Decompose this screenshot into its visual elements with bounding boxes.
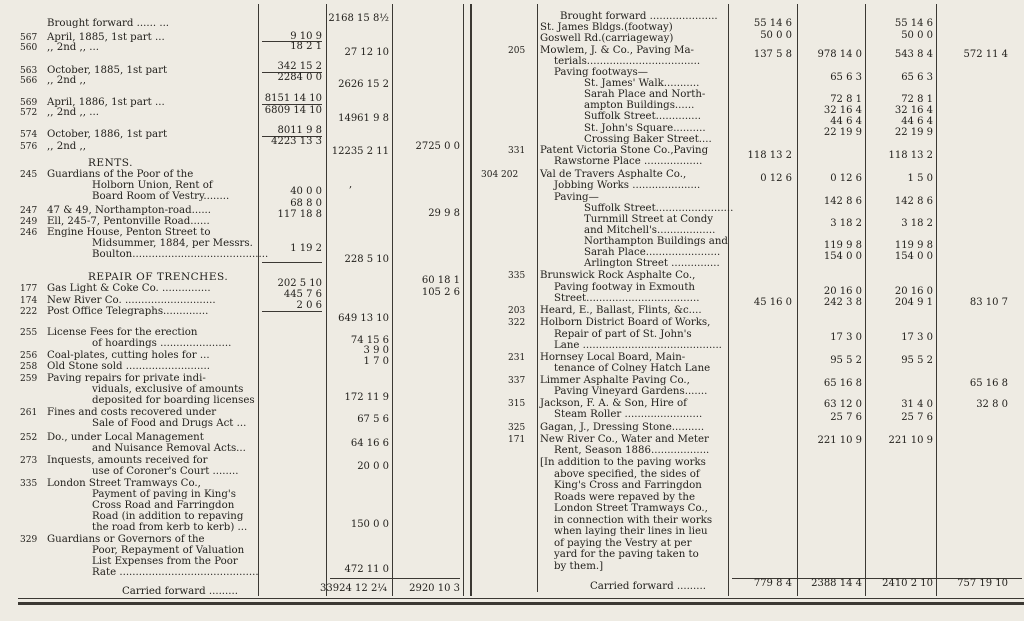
entry-number: 174 — [20, 296, 38, 306]
entry-number: 566 — [20, 76, 38, 86]
amount-col1: 8011 9 8 — [277, 125, 322, 136]
entry-label: Midsummer, 1884, per Messrs. — [92, 238, 253, 249]
entry-number: 249 — [20, 217, 38, 227]
entry-label: October, 1885, 1st part — [47, 65, 168, 76]
entry-number: 171 — [508, 435, 526, 445]
entry-label: Inquests, amounts received for — [47, 455, 208, 466]
amount-col3: 32 16 4 — [894, 105, 933, 116]
center-double-rule — [470, 4, 472, 596]
amount-col2: 44 6 4 — [830, 116, 862, 127]
entry-label: Mowlem, J. & Co., Paving Ma- — [540, 45, 694, 56]
entry-label: List Expenses from the Poor — [92, 556, 238, 567]
amount-col3: 3 18 2 — [901, 218, 933, 229]
amount-col1: 4223 13 3 — [271, 136, 322, 147]
amount-col2: 978 14 0 — [817, 49, 862, 60]
entry-number: 256 — [20, 351, 38, 361]
entry-number: 245 — [20, 170, 38, 180]
entry-label: [In addition to the paving works — [540, 457, 706, 468]
amount-col4: 32 8 0 — [976, 399, 1008, 410]
entry-label: April, 1885, 1st part ... — [47, 32, 165, 43]
column-rule — [258, 4, 259, 596]
entry-number: 567 — [20, 33, 38, 43]
amount-col1: 342 15 2 — [277, 61, 322, 72]
amount-col3: 2725 0 0 — [415, 141, 460, 152]
entry-label: when laying their lines in lieu — [554, 526, 708, 537]
entry-number: 560 — [20, 43, 38, 53]
amount-col2: 65 6 3 — [830, 72, 862, 83]
entry-label: yard for the paving taken to — [554, 549, 699, 560]
amount-col2: 154 0 0 — [823, 251, 862, 262]
entry-label: St. John's Square.......... — [584, 123, 706, 134]
amount-col2: 25 7 6 — [830, 412, 862, 423]
amount-col2: 3 9 0 — [363, 345, 389, 356]
amount-col3: 22 19 9 — [894, 127, 933, 138]
entry-number: 574 — [20, 130, 38, 140]
amount-col1: 118 13 2 — [747, 150, 792, 161]
entry-number: 576 — [20, 142, 38, 152]
entry-label: ,, 2nd ,, ... — [47, 42, 99, 53]
entry-label: St. James' Walk........... — [584, 78, 700, 89]
amount-col2: 142 8 6 — [823, 196, 862, 207]
total-rule — [330, 578, 460, 579]
entry-label: Limmer Asphalte Paving Co., — [540, 375, 690, 386]
entry-label: Guardians or Governors of the — [47, 534, 205, 545]
amount-col2: 22 19 9 — [823, 127, 862, 138]
column-rule — [936, 4, 937, 596]
entry-label: Jackson, F. A. & Son, Hire of — [540, 398, 687, 409]
entry-number: 205 — [508, 46, 526, 56]
entry-label: Brought forward ..................... — [560, 11, 718, 22]
entry-label: Post Office Telegraphs.............. — [47, 306, 209, 317]
amount-col1: 445 7 6 — [283, 289, 322, 300]
entry-label: Cross Road and Farringdon — [92, 500, 235, 511]
entry-label: the road from kerb to kerb) ... — [92, 522, 248, 533]
entry-number: 572 — [20, 108, 38, 118]
entry-label: Rawstorne Place .................. — [554, 156, 703, 167]
entry-label: Paving footways— — [554, 67, 648, 78]
column-rule — [326, 4, 327, 596]
amount-col1: 202 5 10 — [277, 278, 322, 289]
bottom-rule — [18, 598, 1024, 599]
amount-col3: 119 9 8 — [894, 240, 933, 251]
entry-label: in connection with their works — [554, 515, 713, 526]
entry-label: New River Co., Water and Meter — [540, 434, 709, 445]
amount-col1: 50 0 0 — [760, 30, 792, 41]
entry-number: 246 — [20, 228, 38, 238]
entry-label: Guardians of the Poor of the — [47, 169, 194, 180]
amount-col3: 20 16 0 — [894, 286, 933, 297]
column-rule — [392, 4, 393, 596]
amount-col2: 3 18 2 — [830, 218, 862, 229]
entry-number: 273 — [20, 456, 38, 466]
entry-label: Gas Light & Coke Co. ............... — [47, 283, 211, 294]
entry-number: 335 — [508, 271, 526, 281]
entry-label: ,, 2nd ,, — [47, 141, 86, 152]
entry-label: Gagan, J., Dressing Stone.......... — [540, 422, 705, 433]
amount-col3: 543 8 4 — [894, 49, 933, 60]
entry-label: Paving— — [554, 192, 599, 203]
entry-label: Old Stone sold .......................... — [47, 361, 210, 372]
entry-label: Brunswick Rock Asphalte Co., — [540, 270, 696, 281]
entry-label: Val de Travers Asphalte Co., — [540, 169, 687, 180]
amount-col1: 2 0 6 — [296, 300, 322, 311]
entry-label: Goswell Rd.(carriageway) — [540, 33, 674, 44]
entry-label: Payment of paving in King's — [92, 489, 236, 500]
amount-col2: 64 16 6 — [350, 438, 389, 449]
entry-label: Poor, Repayment of Valuation — [92, 545, 245, 556]
entry-label: Hornsey Local Board, Main- — [540, 352, 686, 363]
entry-label: Steam Roller ........................ — [554, 409, 703, 420]
entry-number: 261 — [20, 408, 38, 418]
amount-col3: 105 2 6 — [421, 287, 460, 298]
entry-number: 304 202 — [481, 170, 519, 180]
section-heading: REPAIR OF TRENCHES. — [88, 271, 229, 283]
amount-col1: 137 5 8 — [753, 49, 792, 60]
column-rule — [463, 4, 464, 596]
amount-col2: 119 9 8 — [823, 240, 862, 251]
amount-col1: 18 2 1 — [290, 41, 322, 52]
entry-number: 259 — [20, 374, 38, 384]
amount-col2: 65 16 8 — [823, 378, 862, 389]
entry-number: 315 — [508, 399, 526, 409]
amount-col2: 242 3 8 — [823, 297, 862, 308]
entry-number: 231 — [508, 353, 526, 363]
column-rule — [728, 4, 729, 596]
left-carried-forward-label: Carried forward ......... — [122, 586, 238, 597]
amount-col3: 72 8 1 — [901, 94, 933, 105]
subtotal-rule — [262, 311, 322, 312]
right-carried-forward-c1: 779 8 4 — [753, 578, 792, 589]
entry-label: and Nuisance Removal Acts... — [92, 443, 246, 454]
amount-col3: 65 6 3 — [901, 72, 933, 83]
amount-col3: 142 8 6 — [894, 196, 933, 207]
entry-label: Lane ........................................... — [554, 340, 722, 351]
amount-col3: 221 10 9 — [888, 435, 933, 446]
entry-label: Boulton.......................................... — [92, 249, 269, 260]
entry-label: terials................................... — [554, 56, 701, 67]
amount-col1: 117 18 8 — [277, 209, 322, 220]
entry-label: License Fees for the erection — [47, 327, 198, 338]
entry-label: Roads were repaved by the — [554, 492, 695, 503]
ditto-mark: , — [349, 179, 353, 190]
entry-label: Paving footway in Exmouth — [554, 282, 695, 293]
amount-col2: 27 12 10 — [344, 47, 389, 58]
entry-label: Engine House, Penton Street to — [47, 227, 211, 238]
entry-label: above specified, the sides of — [554, 469, 700, 480]
amount-col2: 20 16 0 — [823, 286, 862, 297]
amount-col3: 44 6 4 — [901, 116, 933, 127]
amount-col3: 50 0 0 — [901, 30, 933, 41]
entry-number: 177 — [20, 284, 38, 294]
entry-label: Sarah Place....................... — [584, 247, 721, 258]
amount-col4: 572 11 4 — [963, 49, 1008, 60]
entry-label: Sale of Food and Drugs Act ... — [92, 418, 247, 429]
amount-col3: 31 4 0 — [901, 399, 933, 410]
entry-number: 322 — [508, 318, 526, 328]
entry-label: Northampton Buildings and — [584, 236, 728, 247]
entry-label: deposited for boarding licenses — [92, 395, 255, 406]
entry-number: 325 — [508, 423, 526, 433]
amount-col2: 67 5 6 — [357, 414, 389, 425]
amount-col2: 14961 9 8 — [338, 113, 389, 124]
column-rule — [865, 4, 866, 596]
entry-number: 569 — [20, 98, 38, 108]
entry-label: of paying the Vestry at per — [554, 538, 692, 549]
entry-label: Paving repairs for private indi- — [47, 373, 206, 384]
entry-label: Sarah Place and North- — [584, 89, 706, 100]
entry-label: by them.] — [554, 561, 604, 572]
amount-col1: 8151 14 10 — [264, 93, 322, 104]
amount-col3: 60 18 1 — [421, 275, 460, 286]
amount-col2: 63 12 0 — [823, 399, 862, 410]
amount-col1: 2284 0 0 — [277, 72, 322, 83]
entry-label: Patent Victoria Stone Co.,Paving — [540, 145, 709, 156]
entry-number: 222 — [20, 307, 38, 317]
left-carried-forward-c3: 2920 10 3 — [409, 583, 460, 594]
entry-label: ampton Buildings...... — [584, 100, 695, 111]
entry-number: 258 — [20, 362, 38, 372]
amount-col1: 0 12 6 — [760, 173, 792, 184]
entry-label: Fines and costs recovered under — [47, 407, 217, 418]
amount-col1: 55 14 6 — [753, 18, 792, 29]
right-carried-forward-c2: 2388 14 4 — [811, 578, 862, 589]
amount-col1: 40 0 0 — [290, 186, 322, 197]
entry-label: Holborn District Board of Works, — [540, 317, 711, 328]
entry-label: viduals, exclusive of amounts — [92, 384, 244, 395]
entry-label: Coal-plates, cutting holes for ... — [47, 350, 210, 361]
entry-number: 563 — [20, 66, 38, 76]
entry-label: London Street Tramways Co., — [554, 503, 708, 514]
amount-col2: 221 10 9 — [817, 435, 862, 446]
entry-label: Paving Vineyard Gardens....... — [554, 386, 708, 397]
amount-col2: 17 3 0 — [830, 332, 862, 343]
entry-number: 247 — [20, 206, 38, 216]
entry-label: St. James Bldgs.(footway) — [540, 22, 673, 33]
entry-label: and Mitchell's.................. — [584, 225, 716, 236]
entry-label: Heard, E., Ballast, Flints, &c.... — [540, 305, 702, 316]
entry-label: London Street Tramways Co., — [47, 478, 201, 489]
entry-number: 335 — [20, 479, 38, 489]
amount-col3: 95 5 2 — [901, 355, 933, 366]
section-heading: RENTS. — [88, 157, 133, 169]
entry-number: 337 — [508, 376, 526, 386]
amount-col3: 25 7 6 — [901, 412, 933, 423]
entry-label: of hoardings ...................... — [92, 338, 232, 349]
entry-label: Arlington Street ............... — [584, 258, 720, 269]
entry-label: ,, 2nd ,, — [47, 75, 86, 86]
entry-label: Turnmill Street at Condy — [584, 214, 713, 225]
amount-col1: 45 16 0 — [753, 297, 792, 308]
column-rule — [797, 4, 798, 596]
entry-label: Street................................... — [554, 293, 700, 304]
entry-label: Rent, Season 1886.................. — [554, 445, 710, 456]
entry-label: Ell, 245-7, Pentonville Road...... — [47, 216, 210, 227]
amount-col2: 2168 15 8½ — [328, 13, 389, 24]
amount-col3: 154 0 0 — [894, 251, 933, 262]
entry-number: 203 — [508, 306, 526, 316]
entry-label: ,, 2nd ,, ... — [47, 107, 99, 118]
amount-col3: 17 3 0 — [901, 332, 933, 343]
entry-label: New River Co. ............................ — [47, 295, 216, 306]
entry-label: King's Cross and Farringdon — [554, 480, 702, 491]
amount-col3: 29 9 8 — [428, 208, 460, 219]
bottom-heavy-rule — [18, 602, 1024, 605]
amount-col1: 68 8 0 — [290, 198, 322, 209]
amount-col4: 83 10 7 — [969, 297, 1008, 308]
amount-col2: 0 12 6 — [830, 173, 862, 184]
amount-col3: 204 9 1 — [894, 297, 933, 308]
left-carried-forward-c2: 33924 12 2¼ — [320, 583, 387, 594]
entry-label: Suffolk Street........................ — [584, 203, 734, 214]
entry-label: 47 & 49, Northampton-road...... — [47, 205, 212, 216]
amount-col2: 20 0 0 — [357, 461, 389, 472]
amount-col2: 649 13 10 — [338, 313, 389, 324]
entry-number: 252 — [20, 433, 38, 443]
amount-col1: 9 10 9 — [290, 31, 322, 42]
amount-col2: 172 11 9 — [344, 392, 389, 403]
entry-label: Repair of part of St. John's — [554, 329, 692, 340]
entry-number: 255 — [20, 328, 38, 338]
amount-col2: 228 5 10 — [344, 254, 389, 265]
entry-label: use of Coroner's Court ........ — [92, 466, 239, 477]
entry-label: Crossing Baker Street.... — [584, 134, 712, 145]
amount-col3: 55 14 6 — [894, 18, 933, 29]
amount-col2: 74 15 6 — [350, 335, 389, 346]
entry-number: 329 — [20, 535, 38, 545]
entry-label: tenance of Colney Hatch Lane — [554, 363, 711, 374]
amount-col2: 2626 15 2 — [338, 79, 389, 90]
entry-label: Jobbing Works ..................... — [554, 180, 701, 191]
column-rule — [537, 4, 538, 592]
entry-label: Road (in addition to repaving — [92, 511, 244, 522]
entry-label: Rate ........................................... — [92, 567, 259, 578]
entry-label: Do., under Local Management — [47, 432, 204, 443]
right-carried-forward-c4: 757 19 10 — [957, 578, 1008, 589]
amount-col3: 118 13 2 — [888, 150, 933, 161]
amount-col2: 72 8 1 — [830, 94, 862, 105]
entry-number: 331 — [508, 146, 526, 156]
subtotal-rule — [262, 262, 322, 263]
amount-col3: 1 5 0 — [907, 173, 933, 184]
entry-label: April, 1886, 1st part ... — [47, 97, 165, 108]
amount-col2: 32 16 4 — [823, 105, 862, 116]
entry-label: Board Room of Vestry........ — [92, 191, 230, 202]
amount-col1: 1 19 2 — [290, 243, 322, 254]
amount-col2: 472 11 0 — [344, 564, 389, 575]
amount-col2: 95 5 2 — [830, 355, 862, 366]
amount-col4: 65 16 8 — [969, 378, 1008, 389]
amount-col1: 6809 14 10 — [264, 105, 322, 116]
right-carried-forward-c3: 2410 2 10 — [882, 578, 933, 589]
amount-col2: 12235 2 11 — [331, 146, 389, 157]
amount-col2: 150 0 0 — [350, 519, 389, 530]
entry-label: Brought forward ...... ... — [47, 18, 170, 29]
entry-label: October, 1886, 1st part — [47, 129, 168, 140]
amount-col2: 1 7 0 — [363, 356, 389, 367]
entry-label: Suffolk Street.............. — [584, 111, 702, 122]
entry-label: Holborn Union, Rent of — [92, 180, 213, 191]
right-carried-forward-label: Carried forward ......... — [590, 581, 706, 592]
